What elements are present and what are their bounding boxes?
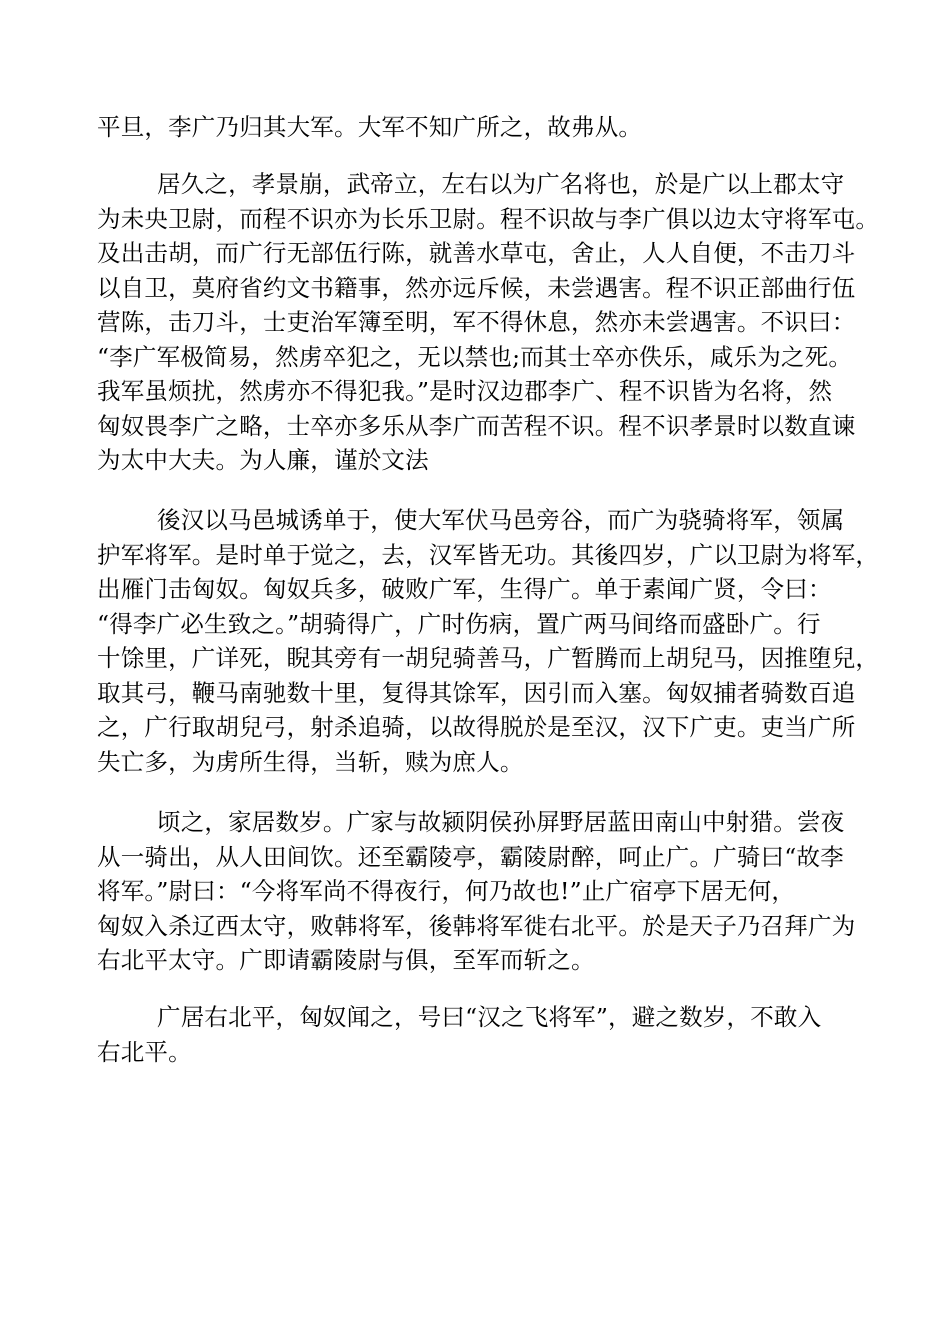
paragraph-line: 取其弓，鞭马南驰数十里，复得其馀军，因引而入塞。匈奴捕者骑数百追 xyxy=(97,678,856,707)
paragraph-3 xyxy=(97,503,880,779)
paragraph-line: 出雁门击匈奴。匈奴兵多，破败广军，生得广。单于素闻广贤，令曰： xyxy=(97,575,832,603)
paragraph-line: 匈奴入杀辽西太守，败韩将军，後韩将军徙右北平。於是天子乃召拜广为 xyxy=(97,911,856,940)
paragraph-line: 平旦，李广乃归其大军。大军不知广所之，故弗从。 xyxy=(97,113,643,141)
paragraph-line: 护军将军。是时单于觉之，去，汉军皆无功。其後四岁，广以卫尉为将军， xyxy=(97,540,880,569)
paragraph-line: 居久之，孝景崩，武帝立，左右以为广名将也，於是广以上郡太守 xyxy=(157,170,845,198)
paragraph-line: “得李广必生致之。”胡骑得广，广时伤病，置广两马间络而盛卧广。行 xyxy=(97,609,821,638)
paragraph-4 xyxy=(97,805,867,978)
paragraph-line: 匈奴畏李广之略，士卒亦多乐从李广而苦程不识。程不识孝景时以数直谏 xyxy=(97,411,856,440)
paragraph-line: 失亡多，为虏所生得，当斩，赎为庶人。 xyxy=(97,747,524,776)
paragraph-line: “李广军极简易，然虏卒犯之，无以禁也;而其士卒亦佚乐，咸乐为之死。 xyxy=(97,342,853,371)
paragraph-1 xyxy=(97,110,867,145)
paragraph-line: 以自卫，莫府省约文书籍事，然亦远斥候，未尝遇害。程不识正部曲行伍 xyxy=(97,273,856,302)
paragraph-line: 从一骑出，从人田间饮。还至霸陵亭，霸陵尉醉，呵止广。广骑曰“故李 xyxy=(97,842,844,871)
paragraph-line: 为太中大夫。为人廉，谨於文法 xyxy=(97,446,429,474)
paragraph-line: 後汉以马邑城诱单于，使大军伏马邑旁谷，而广为骁骑将军，领属 xyxy=(157,506,845,534)
paragraph-line: 营陈，击刀斗，士吏治军簿至明，军不得休息，然亦未尝遇害。不识曰： xyxy=(97,308,856,336)
paragraph-line: 之，广行取胡兒弓，射杀追骑，以故得脱於是至汉，汉下广吏。吏当广所 xyxy=(97,713,856,741)
paragraph-line: 为未央卫尉，而程不识亦为长乐卫尉。程不识故与李广俱以边太守将军屯。 xyxy=(97,204,880,233)
paragraph-line: 顷之，家居数岁。广家与故颍阴侯孙屏野居蓝田南山中射猎。尝夜 xyxy=(157,808,845,836)
paragraph-line: 右北平太守。广即请霸陵尉与俱，至军而斩之。 xyxy=(97,946,595,974)
paragraph-5 xyxy=(97,1000,867,1069)
paragraph-line: 及出击胡，而广行无部伍行陈，就善水草屯，舍止，人人自便，不击刀斗 xyxy=(97,239,856,267)
paragraph-line: 右北平。 xyxy=(97,1037,192,1066)
paragraph-line: 十馀里，广详死，睨其旁有一胡兒骑善马，广暂腾而上胡兒马，因推堕兒， xyxy=(97,644,880,672)
paragraph-line: 广居右北平，匈奴闻之，号曰“汉之飞将军”，避之数岁，不敢入 xyxy=(157,1003,822,1031)
paragraph-line: 我军虽烦扰，然虏亦不得犯我。”是时汉边郡李广、程不识皆为名将，然 xyxy=(97,377,833,405)
paragraph-line: 将军。”尉曰：“今将军尚不得夜行，何乃故也!”止广宿亭下居无何， xyxy=(97,877,796,905)
paragraph-2 xyxy=(97,167,880,478)
